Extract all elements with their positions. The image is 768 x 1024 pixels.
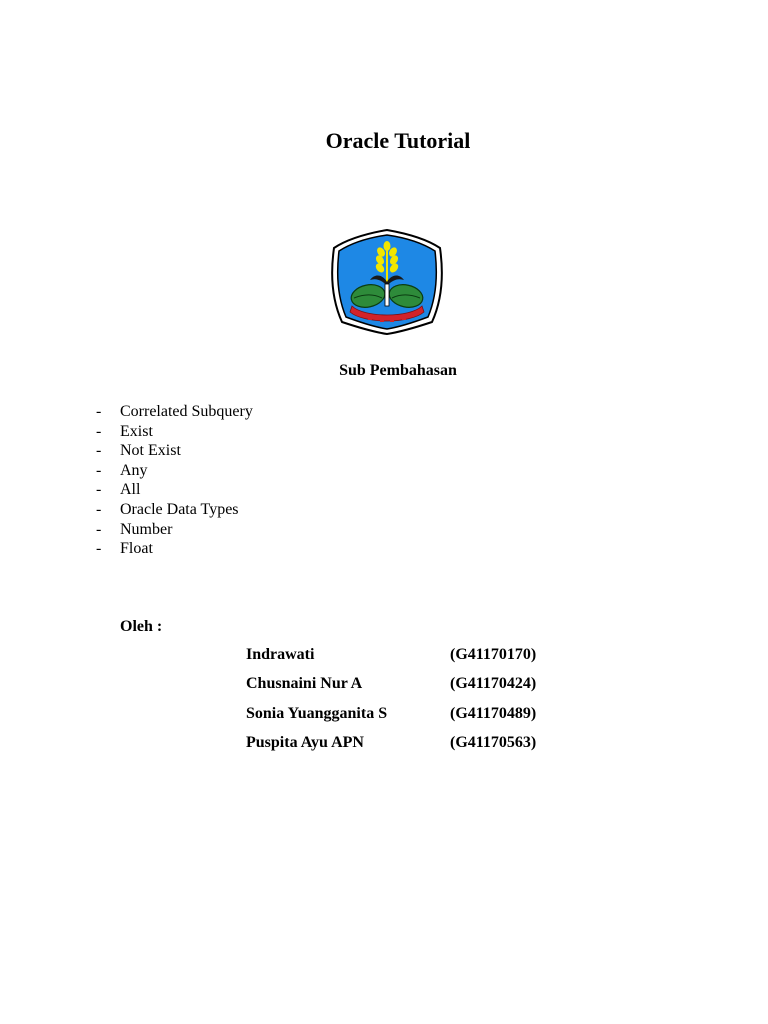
list-bullet: -: [96, 500, 102, 518]
author-id: (G41170563): [450, 733, 537, 751]
list-bullet: -: [96, 481, 102, 499]
list-item-label: Exist: [120, 422, 153, 440]
list-item: [96, 539, 253, 559]
list-bullet: -: [96, 422, 102, 440]
list-item-label: Any: [120, 461, 148, 479]
list-item-label: Oracle Data Types: [120, 500, 239, 518]
list-item-label: All: [120, 481, 141, 499]
authors-table: [246, 646, 536, 763]
list-item-label: Correlated Subquery: [120, 403, 253, 420]
list-bullet: -: [96, 403, 102, 420]
author-id: (G41170170): [450, 646, 537, 663]
author-row: [246, 734, 536, 763]
author-row: [246, 675, 536, 704]
section-subtitle: Sub Pembahasan: [339, 362, 457, 379]
list-item: [96, 461, 253, 481]
author-name: Indrawati: [246, 646, 315, 663]
authors-label: Oleh :: [120, 618, 163, 635]
university-emblem-icon: [330, 226, 444, 336]
list-item-label: Number: [120, 520, 173, 538]
list-item: [96, 402, 253, 422]
author-row: [246, 705, 536, 734]
list-item: [96, 500, 253, 520]
list-item: [96, 422, 253, 442]
document-title: Oracle Tutorial: [325, 128, 471, 153]
author-id: (G41170424): [450, 675, 537, 693]
list-bullet: -: [96, 540, 102, 558]
list-item: [96, 520, 253, 540]
list-bullet: -: [96, 461, 102, 479]
list-item-label: Float: [120, 540, 153, 558]
author-name: Chusnaini Nur A: [246, 675, 363, 693]
author-name: Puspita Ayu APN: [246, 733, 364, 751]
list-bullet: -: [96, 442, 102, 460]
author-name: Sonia Yuangganita S: [246, 704, 388, 722]
author-row: [246, 646, 536, 675]
list-item: [96, 480, 253, 500]
list-item: [96, 441, 253, 461]
list-item-label: Not Exist: [120, 442, 181, 460]
list-bullet: -: [96, 520, 102, 538]
topic-list: [96, 402, 253, 559]
author-id: (G41170489): [450, 704, 537, 722]
